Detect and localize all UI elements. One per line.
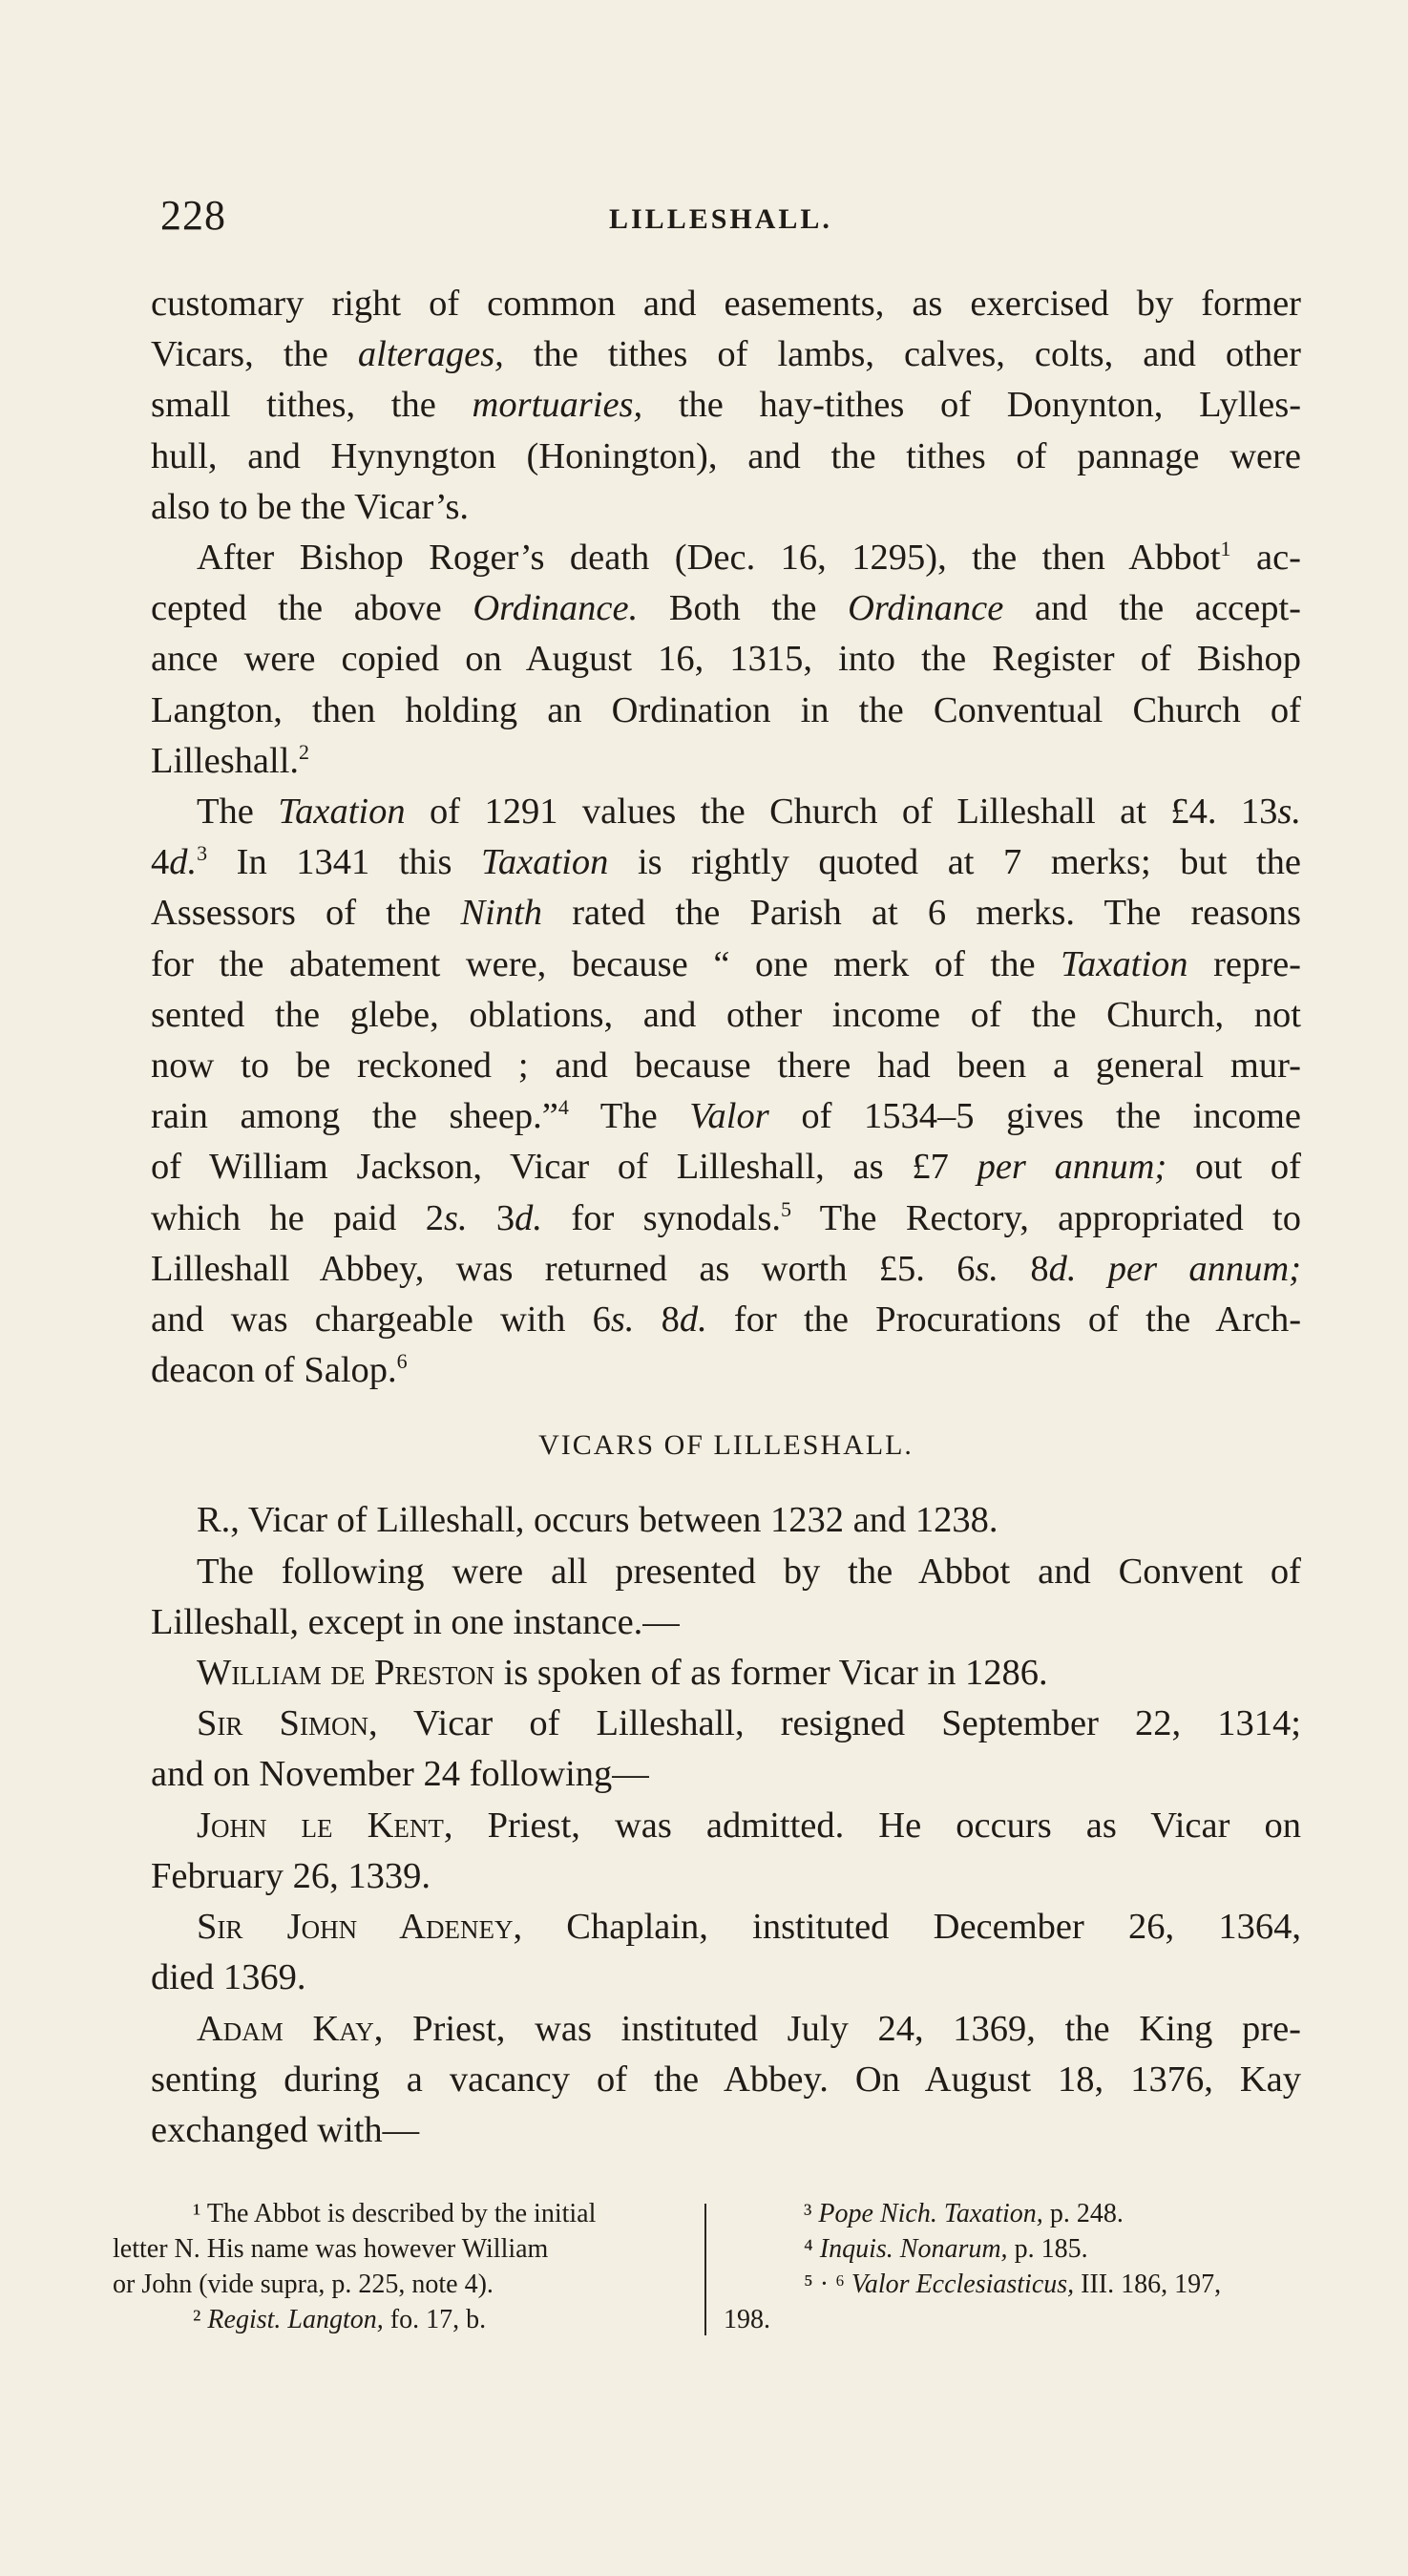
footnote-ref: 3 (197, 841, 208, 866)
footnote-divider (704, 2204, 706, 2335)
footnotes (113, 2196, 1296, 2339)
footnote-2: ² Regist. Langton, fo. 17, b. (193, 2305, 487, 2334)
footnote-ref: 5 (781, 1196, 791, 1221)
text-line: The Taxation of 1291 values the Church of Lilleshall at £4. 13s. (197, 792, 1301, 833)
footnote-1-cont: letter N. His name was however William (113, 2234, 549, 2264)
text-line: rain among the sheep.”$^4$ The Valor of 1534–5 gives the income (151, 1095, 1301, 1137)
page-header (160, 187, 1311, 244)
footnote-3: ³ Pope Nich. Taxation, p. 248. (804, 2199, 1124, 2228)
footnote-ref: 6 (396, 1349, 408, 1374)
vicar-name: Sir Simon, (197, 1703, 378, 1744)
vicar-name: Sir John Adeney, (197, 1907, 523, 1948)
running-head: LILLESHALL. (609, 203, 832, 235)
text-line: and on November 24 following— (151, 1754, 649, 1795)
text-line: exchanged with— (151, 2109, 420, 2150)
text-line: hull, and Hynyngton (Honington), and the tithes of pannage were (151, 435, 1301, 476)
footnote-1-cont: or John (vide supra, p. 225, note 4). (113, 2270, 494, 2299)
text-line: also to be the Vicar’s. (151, 486, 470, 527)
vicars-list (151, 1495, 1301, 2156)
vicar-entry: John le Kent, Priest, was admitted. He occurs as Vicar on (197, 1805, 1301, 1846)
text-line: customary right of common and easements, as exercised by former (151, 284, 1301, 324)
text-line: and was chargeable with 6s. 8d. for the Procurations of the Arch- (151, 1299, 1302, 1341)
text-line: Lilleshall, except in one instance.— (151, 1601, 680, 1642)
text-line: February 26, 1339. (151, 1855, 431, 1896)
text-line: Langton, then holding an Ordination in the Conventual Church of (151, 689, 1301, 730)
text-line: Vicars, the alterages, the tithes of lambs, calves, colts, and other (151, 334, 1301, 375)
text-line: which he paid 2s. 3d. for synodals.$^5$ The Rectory, appropriated to (151, 1196, 1301, 1238)
vicar-entry: William de Preston is spoken of as former Vicar in 1286. (197, 1653, 1048, 1694)
page-number: 228 (160, 192, 226, 239)
text-line: 4d.$^3$ In 1341 this Taxation is rightly quoted at 7 merks; but the (151, 841, 1301, 883)
footnote-5-6: ⁵ · ⁶ Valor Ecclesiasticus, III. 186, 197, (804, 2270, 1222, 2299)
text-line: Lilleshall.$^2$ (151, 740, 310, 781)
text-line: senting during a vacancy of the Abbey. On August 18, 1376, Kay (151, 2059, 1301, 2100)
vicar-name: William de Preston (197, 1653, 494, 1694)
text-line: died 1369. (151, 1957, 306, 1998)
text-line: cepted the above Ordinance. Both the Ordinance and the accept- (151, 588, 1301, 629)
text-line: of William Jackson, Vicar of Lilleshall, as £7 per annum; out of (151, 1147, 1301, 1188)
vicar-name: John le Kent, (197, 1805, 453, 1846)
footnote-1: ¹ The Abbot is described by the initial (193, 2199, 597, 2228)
vicar-entry: R., Vicar of Lilleshall, occurs between 1232 and 1238. (197, 1500, 998, 1541)
vicar-entry: Sir Simon, Vicar of Lilleshall, resigned September 22, 1314; (197, 1703, 1301, 1744)
text-line: Assessors of the Ninth rated the Parish at 6 merks. The reasons (151, 893, 1301, 934)
paragraph-taxation (151, 787, 1301, 1396)
text-line: for the abatement were, because “ one merk of the Taxation repre- (151, 943, 1301, 984)
text-line: now to be reckoned ; and because there had been a general mur- (151, 1045, 1301, 1087)
vicar-name: Adam Kay, (197, 2008, 384, 2049)
vicar-entry: Sir John Adeney, Chaplain, instituted December 26, 1364, (197, 1907, 1301, 1948)
paragraph-tithes (151, 279, 1301, 533)
body-text (151, 279, 1301, 2156)
text-line: deacon of Salop.$^6$ (151, 1349, 408, 1391)
text-line: After Bishop Roger’s death (Dec. 16, 1295), the then Abbot$^1$ ac- (197, 537, 1301, 579)
paragraph-ordinance (151, 533, 1301, 787)
footnote-ref: 4 (557, 1095, 569, 1120)
vicar-entry: Adam Kay, Priest, was instituted July 24, 1369, the King pre- (197, 2008, 1301, 2049)
footnote-5-6-cont: 198. (724, 2305, 770, 2334)
footnote-ref: 1 (1220, 537, 1231, 561)
section-heading: VICARS OF LILLESHALL. (538, 1429, 914, 1462)
text-line: small tithes, the mortuaries, the hay-tithes of Donynton, Lylles- (151, 385, 1302, 426)
footnotes-left-column (113, 2196, 703, 2337)
text-line: sented the glebe, oblations, and other income of the Church, not (151, 994, 1301, 1035)
footnote-4: ⁴ Inquis. Nonarum, p. 185. (804, 2234, 1088, 2264)
text-line: Lilleshall Abbey, was returned as worth £5. 6s. 8d. per annum; (151, 1248, 1301, 1289)
footnote-ref: 2 (299, 740, 310, 764)
text-line: The following were all presented by the Abbot and Convent of (197, 1551, 1301, 1592)
text-line: ance were copied on August 16, 1315, into the Register of Bishop (151, 639, 1301, 680)
footnotes-right-column (724, 2196, 1296, 2337)
